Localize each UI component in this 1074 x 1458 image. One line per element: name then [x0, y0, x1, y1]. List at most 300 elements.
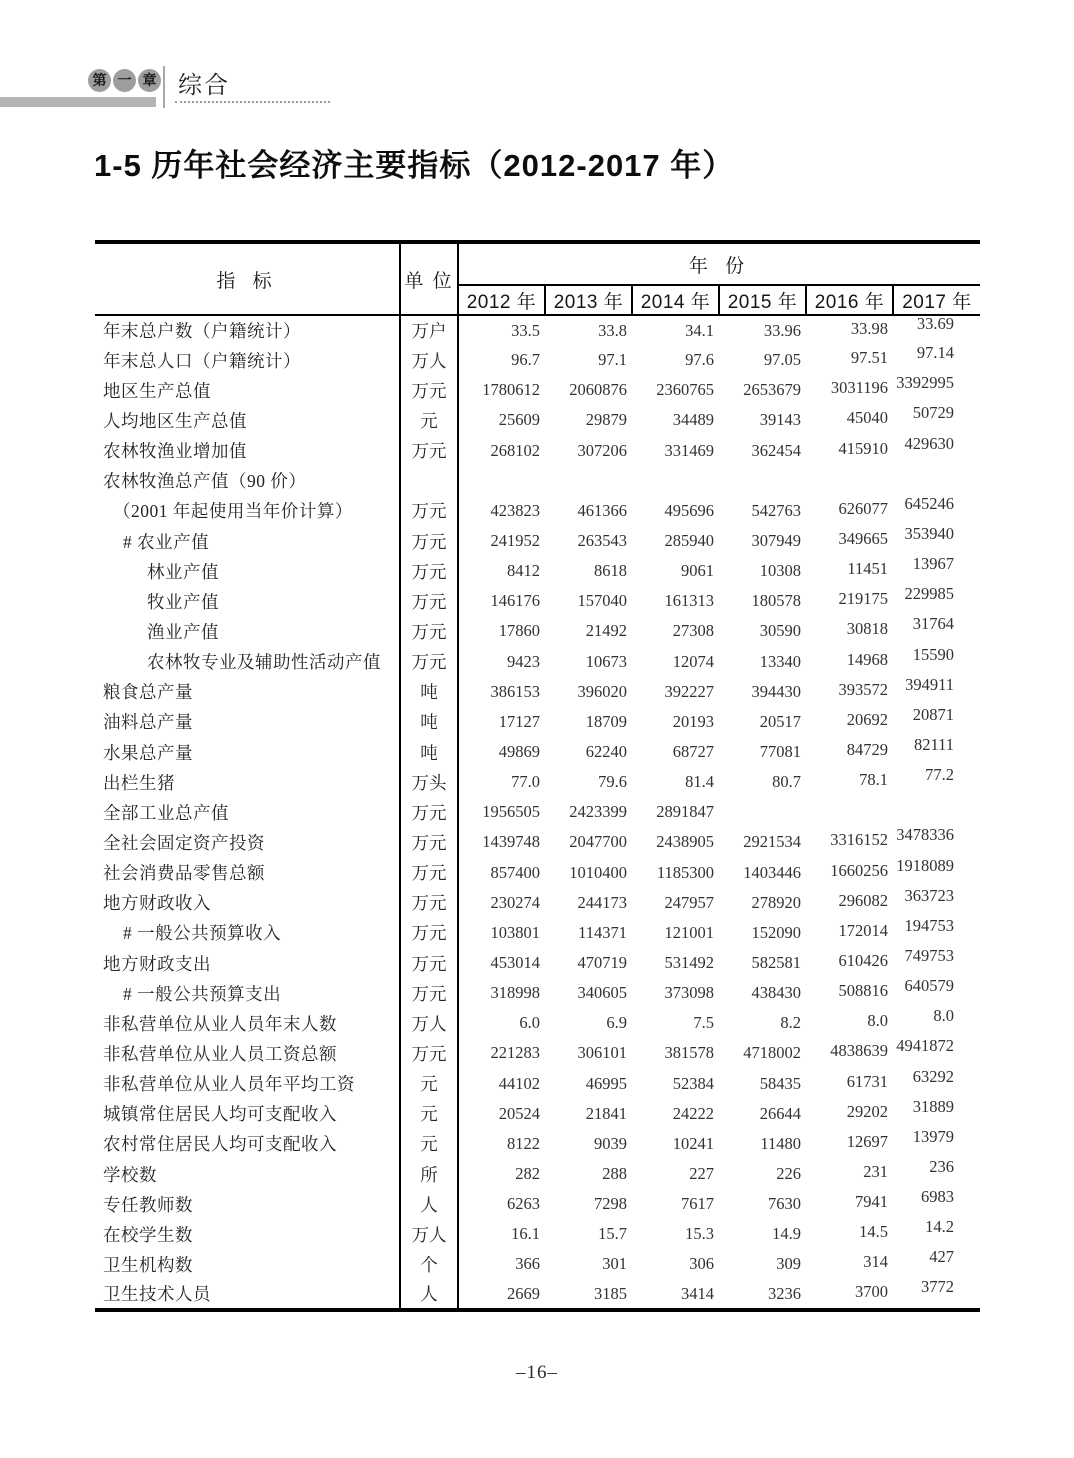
- table-row: [95, 405, 980, 435]
- value-cell: 231: [863, 1162, 888, 1181]
- value-cell: 44102: [498, 1073, 540, 1093]
- value-cell: 25609: [498, 410, 540, 430]
- indicator-cell: 出栏生猪: [95, 767, 400, 797]
- value-cell: 2891847: [656, 802, 714, 822]
- value-cell: 381578: [664, 1043, 714, 1063]
- indicator-cell: （2001 年起使用当年价计算）: [95, 496, 400, 526]
- value-cell: 157040: [577, 591, 627, 611]
- table-row: [95, 677, 980, 707]
- table-row: [95, 1219, 980, 1249]
- table-row: [95, 737, 980, 767]
- value-cell: 152090: [751, 922, 801, 942]
- value-cell: 8.0: [933, 1006, 955, 1026]
- indicator-cell: 粮食总产量: [95, 677, 400, 707]
- value-cell: 626077: [838, 498, 888, 518]
- value-cell: 58435: [759, 1073, 801, 1093]
- value-cell: 11451: [847, 559, 888, 579]
- value-cell: 278920: [751, 892, 801, 912]
- value-cell: 7617: [681, 1194, 714, 1214]
- value-cell: 1403446: [743, 862, 801, 882]
- unit-cell: 万人: [400, 1008, 458, 1038]
- chapter-badge-circle: 一: [113, 69, 136, 92]
- value-cell: 362454: [751, 440, 801, 460]
- indicator-cell: 地区生产总值: [95, 375, 400, 405]
- value-cell: 394430: [751, 681, 801, 701]
- value-cell: 17127: [498, 711, 540, 731]
- unit-column-header: 单 位: [400, 242, 458, 315]
- value-cell: 63292: [912, 1066, 955, 1086]
- value-cell: 8.2: [780, 1013, 801, 1033]
- value-cell: 268102: [490, 440, 540, 460]
- indicator-cell: 年末总户数（户籍统计）: [95, 315, 400, 345]
- value-cell: 7630: [768, 1194, 801, 1214]
- value-cell: 288: [602, 1164, 627, 1183]
- unit-cell: 个: [400, 1249, 458, 1279]
- value-cell: 9039: [594, 1133, 627, 1153]
- value-cell: 26644: [759, 1103, 801, 1123]
- unit-cell: 元: [400, 1069, 458, 1099]
- value-cell: 11480: [760, 1133, 801, 1153]
- value-cell: 2360765: [656, 380, 714, 400]
- indicator-cell: 地方财政收入: [95, 888, 400, 918]
- value-cell: 121001: [664, 922, 714, 942]
- value-cell: 366: [515, 1254, 540, 1274]
- table-row: [95, 1008, 980, 1038]
- value-cell: 307206: [577, 440, 627, 460]
- indicator-cell: 年末总人口（户籍统计）: [95, 345, 400, 375]
- indicator-column-header: 指 标: [95, 242, 400, 315]
- indicator-cell: 非私营单位从业人员年末人数: [95, 1008, 400, 1038]
- indicator-cell: 卫生技术人员: [95, 1280, 400, 1310]
- value-cell: 857400: [490, 862, 540, 882]
- value-cell: 2438905: [656, 832, 714, 852]
- indicator-cell: 全社会固定资产投资: [95, 827, 400, 857]
- value-cell: 7941: [855, 1192, 888, 1212]
- value-cell: 396020: [577, 681, 627, 701]
- value-cell: 8618: [594, 561, 627, 581]
- value-cell: 7298: [594, 1194, 627, 1214]
- value-cell: 10241: [672, 1133, 714, 1153]
- unit-cell: 元: [400, 1099, 458, 1129]
- value-cell: 33.69: [916, 313, 955, 333]
- unit-cell: 吨: [400, 707, 458, 737]
- unit-cell: 万人: [400, 1219, 458, 1249]
- table-row: [95, 375, 980, 405]
- table-row: [95, 858, 980, 888]
- unit-cell: 元: [400, 405, 458, 435]
- table-row: [95, 496, 980, 526]
- value-cell: 263543: [577, 531, 627, 551]
- value-cell: 34489: [672, 410, 714, 430]
- value-cell: 640579: [904, 976, 955, 996]
- value-cell: 3236: [768, 1283, 801, 1303]
- value-cell: 14968: [846, 649, 888, 669]
- value-cell: 229985: [904, 584, 955, 604]
- value-cell: 114371: [578, 922, 627, 942]
- indicator-cell: 农林牧专业及辅助性活动产值: [95, 647, 400, 677]
- value-cell: 306101: [577, 1043, 627, 1063]
- value-cell: 194753: [904, 915, 955, 935]
- unit-cell: 吨: [400, 677, 458, 707]
- value-cell: 1010400: [569, 862, 627, 882]
- value-cell: 4838639: [830, 1041, 888, 1061]
- unit-cell: [400, 466, 458, 496]
- year-column-header: 2017 年: [893, 285, 980, 315]
- value-cell: 3478336: [896, 825, 955, 845]
- value-cell: 373098: [664, 983, 714, 1003]
- value-cell: 33.8: [598, 320, 627, 340]
- value-cell: 45040: [846, 408, 888, 428]
- value-cell: 61731: [846, 1071, 888, 1091]
- table-row: [95, 918, 980, 948]
- value-cell: 29879: [585, 410, 627, 430]
- indicator-cell: 社会消费品零售总额: [95, 858, 400, 888]
- indicator-cell: # 一般公共预算支出: [95, 978, 400, 1008]
- header-row-1: [95, 242, 980, 285]
- indicator-cell: # 农业产值: [95, 526, 400, 556]
- value-cell: 307949: [751, 531, 801, 551]
- value-cell: 97.05: [763, 350, 801, 370]
- page-number: –16–: [516, 1362, 558, 1383]
- value-cell: 27308: [672, 621, 714, 641]
- value-cell: 4718002: [743, 1043, 801, 1063]
- value-cell: 415910: [838, 438, 888, 458]
- indicator-cell: 人均地区生产总值: [95, 405, 400, 435]
- year-column-header: 2013 年: [545, 285, 632, 315]
- value-cell: 247957: [664, 892, 714, 912]
- value-cell: 582581: [751, 953, 801, 973]
- value-cell: 2921534: [743, 832, 801, 852]
- indicator-cell: 农村常住居民人均可支配收入: [95, 1129, 400, 1159]
- value-cell: 241952: [490, 531, 540, 551]
- value-cell: 282: [515, 1164, 540, 1183]
- value-cell: 16.1: [511, 1224, 540, 1244]
- unit-cell: 所: [400, 1159, 458, 1189]
- value-cell: 96.7: [511, 350, 540, 370]
- value-cell: 146176: [490, 591, 540, 611]
- indicator-cell: # 一般公共预算收入: [95, 918, 400, 948]
- value-cell: 79.6: [598, 772, 627, 792]
- value-cell: [545, 466, 632, 496]
- table-row: [95, 1159, 980, 1189]
- value-cell: 84729: [846, 740, 888, 760]
- value-cell: 24222: [672, 1103, 714, 1123]
- value-cell: 20692: [846, 709, 888, 729]
- value-cell: 3772: [921, 1276, 955, 1296]
- table-row: [95, 1280, 980, 1310]
- value-cell: 20517: [759, 711, 801, 731]
- year-group-header: 年 份: [458, 242, 980, 285]
- value-cell: 15.3: [685, 1224, 714, 1244]
- value-cell: 30590: [759, 621, 801, 641]
- value-cell: 10673: [585, 651, 627, 671]
- indicator-cell: 林业产值: [95, 556, 400, 586]
- value-cell: 453014: [490, 953, 540, 973]
- value-cell: 219175: [838, 589, 888, 609]
- value-cell: 33.5: [511, 320, 540, 340]
- chapter-header-bar: [0, 97, 156, 107]
- value-cell: 34.1: [685, 320, 714, 340]
- value-cell: 1439748: [482, 832, 540, 852]
- unit-cell: 万元: [400, 858, 458, 888]
- value-cell: 14.5: [859, 1222, 888, 1242]
- year-column-header: 2012 年: [458, 285, 545, 315]
- indicator-cell: 地方财政支出: [95, 948, 400, 978]
- value-cell: 429630: [904, 433, 955, 453]
- table-row: [95, 767, 980, 797]
- value-cell: 20193: [672, 711, 714, 731]
- table-head: [95, 242, 980, 315]
- value-cell: 6.9: [606, 1013, 627, 1033]
- value-cell: 103801: [490, 922, 540, 942]
- unit-cell: 万元: [400, 647, 458, 677]
- table-row: [95, 1038, 980, 1068]
- value-cell: 8122: [507, 1133, 540, 1153]
- chapter-badge-circle: 第: [88, 69, 111, 92]
- chapter-badge-circle: 章: [138, 69, 161, 92]
- value-cell: 31764: [912, 614, 955, 634]
- value-cell: 349665: [838, 529, 888, 549]
- value-cell: 1956505: [482, 802, 540, 822]
- unit-cell: 万户: [400, 315, 458, 345]
- table-row: [95, 315, 980, 345]
- table-row: [95, 1069, 980, 1099]
- value-cell: 13340: [759, 651, 801, 671]
- value-cell: 50729: [912, 403, 955, 423]
- value-cell: 14.9: [772, 1224, 801, 1244]
- value-cell: 363723: [904, 885, 955, 905]
- value-cell: 30818: [846, 619, 888, 639]
- value-cell: 77.0: [511, 772, 540, 792]
- value-cell: 82111: [914, 735, 955, 755]
- value-cell: 20524: [498, 1103, 540, 1123]
- value-cell: 427: [929, 1247, 955, 1267]
- value-cell: 14.2: [925, 1217, 955, 1237]
- value-cell: 180578: [751, 591, 801, 611]
- value-cell: 10308: [759, 561, 801, 581]
- value-cell: 318998: [490, 983, 540, 1003]
- value-cell: 4941872: [896, 1036, 955, 1056]
- unit-cell: 万元: [400, 616, 458, 646]
- value-cell: 1660256: [830, 860, 888, 880]
- value-cell: 161313: [664, 591, 714, 611]
- value-cell: 13967: [912, 554, 955, 574]
- unit-cell: 万元: [400, 948, 458, 978]
- table-row: [95, 888, 980, 918]
- value-cell: 6.0: [519, 1013, 540, 1033]
- value-cell: 2047700: [569, 832, 627, 852]
- value-cell: 29202: [846, 1101, 888, 1121]
- indicator-cell: 在校学生数: [95, 1219, 400, 1249]
- value-cell: 21492: [585, 621, 627, 641]
- value-cell: 386153: [490, 681, 540, 701]
- value-cell: 13979: [912, 1126, 955, 1146]
- table-title: 1-5 历年社会经济主要指标（2012-2017 年）: [94, 148, 735, 183]
- unit-cell: 万元: [400, 375, 458, 405]
- value-cell: [458, 466, 545, 496]
- value-cell: 392227: [664, 681, 714, 701]
- value-cell: 423823: [490, 500, 540, 520]
- value-cell: 15590: [912, 644, 955, 664]
- table-row: [95, 978, 980, 1008]
- value-cell: [719, 797, 806, 827]
- value-cell: [893, 790, 980, 820]
- value-cell: 18709: [585, 711, 627, 731]
- value-cell: 3316152: [830, 830, 888, 850]
- value-cell: 8.0: [867, 1011, 888, 1031]
- unit-cell: 万人: [400, 345, 458, 375]
- unit-cell: 万元: [400, 827, 458, 857]
- value-cell: 20871: [912, 704, 955, 724]
- indicator-cell: 学校数: [95, 1159, 400, 1189]
- indicator-cell: 渔业产值: [95, 616, 400, 646]
- value-cell: [806, 464, 893, 494]
- indicator-cell: 农林牧渔总产值（90 价）: [95, 466, 400, 496]
- section-label: 综合: [178, 72, 230, 99]
- table-row: [95, 466, 980, 496]
- value-cell: 393572: [838, 679, 888, 699]
- value-cell: 230274: [490, 892, 540, 912]
- value-cell: [806, 795, 893, 825]
- value-cell: 8412: [507, 561, 540, 581]
- value-cell: 49869: [498, 742, 540, 762]
- unit-cell: 万元: [400, 436, 458, 466]
- value-cell: 749753: [904, 946, 955, 966]
- unit-cell: 吨: [400, 737, 458, 767]
- value-cell: 236: [929, 1157, 955, 1176]
- value-cell: 531492: [664, 953, 714, 973]
- year-column-header: 2015 年: [719, 285, 806, 315]
- value-cell: 2060876: [569, 380, 627, 400]
- value-cell: [719, 466, 806, 496]
- table-row: [95, 1129, 980, 1159]
- table-body: [95, 315, 980, 1310]
- value-cell: 97.1: [598, 350, 627, 370]
- indicator-cell: 城镇常住居民人均可支配收入: [95, 1099, 400, 1129]
- value-cell: 80.7: [772, 772, 801, 792]
- value-cell: 12074: [672, 651, 714, 671]
- section-underline: [175, 101, 330, 103]
- indicator-cell: 油料总产量: [95, 707, 400, 737]
- value-cell: 438430: [751, 983, 801, 1003]
- indicator-cell: 水果总产量: [95, 737, 400, 767]
- value-cell: 470719: [577, 953, 627, 973]
- value-cell: 33.98: [850, 318, 888, 338]
- table-row: [95, 707, 980, 737]
- value-cell: 394911: [905, 674, 955, 694]
- value-cell: 31889: [912, 1096, 955, 1116]
- unit-cell: 万元: [400, 918, 458, 948]
- value-cell: 306: [689, 1254, 714, 1274]
- unit-cell: 万元: [400, 888, 458, 918]
- value-cell: 340605: [577, 983, 627, 1003]
- value-cell: 77081: [759, 742, 801, 762]
- value-cell: 296082: [838, 890, 888, 910]
- value-cell: 97.14: [916, 343, 955, 363]
- value-cell: 6263: [507, 1194, 540, 1214]
- unit-cell: 万元: [400, 526, 458, 556]
- value-cell: 2423399: [569, 802, 627, 822]
- value-cell: 1918089: [896, 855, 955, 875]
- value-cell: 172014: [838, 920, 888, 940]
- value-cell: 2669: [507, 1283, 540, 1303]
- table-row: [95, 1189, 980, 1219]
- value-cell: 226: [776, 1164, 801, 1183]
- value-cell: 495696: [664, 500, 714, 520]
- table-row: [95, 827, 980, 857]
- table-row: [95, 526, 980, 556]
- value-cell: 68727: [672, 742, 714, 762]
- unit-cell: 万元: [400, 1038, 458, 1068]
- unit-cell: 万头: [400, 767, 458, 797]
- value-cell: 285940: [664, 531, 714, 551]
- value-cell: 52384: [672, 1073, 714, 1093]
- indicator-cell: 全部工业总产值: [95, 797, 400, 827]
- table-row: [95, 556, 980, 586]
- unit-cell: 万元: [400, 797, 458, 827]
- indicator-cell: 非私营单位从业人员工资总额: [95, 1038, 400, 1068]
- unit-cell: 人: [400, 1189, 458, 1219]
- table-row: [95, 948, 980, 978]
- value-cell: 3392995: [896, 373, 955, 393]
- unit-cell: 万元: [400, 978, 458, 1008]
- table-row: [95, 345, 980, 375]
- value-cell: 508816: [838, 981, 888, 1001]
- value-cell: 97.51: [850, 348, 888, 368]
- value-cell: 309: [776, 1254, 801, 1274]
- value-cell: 6983: [921, 1187, 955, 1207]
- indicator-cell: 专任教师数: [95, 1189, 400, 1219]
- indicator-cell: 非私营单位从业人员年平均工资: [95, 1069, 400, 1099]
- value-cell: 3031196: [830, 378, 888, 398]
- value-cell: 3700: [855, 1281, 888, 1301]
- value-cell: 221283: [490, 1043, 540, 1063]
- value-cell: 46995: [585, 1073, 627, 1093]
- table-row: [95, 647, 980, 677]
- year-column-header: 2016 年: [806, 285, 893, 315]
- table-row: [95, 436, 980, 466]
- value-cell: 353940: [904, 524, 955, 544]
- value-cell: 2653679: [743, 380, 801, 400]
- year-column-header: 2014 年: [632, 285, 719, 315]
- table-row: [95, 616, 980, 646]
- value-cell: 97.6: [685, 350, 714, 370]
- value-cell: 21841: [585, 1103, 627, 1123]
- value-cell: 314: [863, 1252, 888, 1272]
- unit-cell: 万元: [400, 586, 458, 616]
- value-cell: 78.1: [859, 770, 888, 790]
- table-row: [95, 1099, 980, 1129]
- value-cell: 3414: [681, 1283, 714, 1303]
- indicator-cell: 农林牧渔业增加值: [95, 436, 400, 466]
- indicator-cell: 牧业产值: [95, 586, 400, 616]
- chapter-badge: [88, 69, 161, 92]
- value-cell: [632, 466, 719, 496]
- value-cell: 77.2: [925, 765, 955, 785]
- unit-cell: 万元: [400, 556, 458, 586]
- value-cell: 1185300: [656, 862, 714, 882]
- value-cell: 645246: [904, 493, 955, 513]
- statistics-table: [95, 240, 980, 1312]
- unit-cell: 万元: [400, 496, 458, 526]
- unit-cell: 人: [400, 1280, 458, 1310]
- value-cell: 461366: [577, 500, 627, 520]
- table-row: [95, 1249, 980, 1279]
- table-row: [95, 586, 980, 616]
- value-cell: 12697: [846, 1131, 888, 1151]
- value-cell: 17860: [498, 621, 540, 641]
- value-cell: 1780612: [482, 380, 540, 400]
